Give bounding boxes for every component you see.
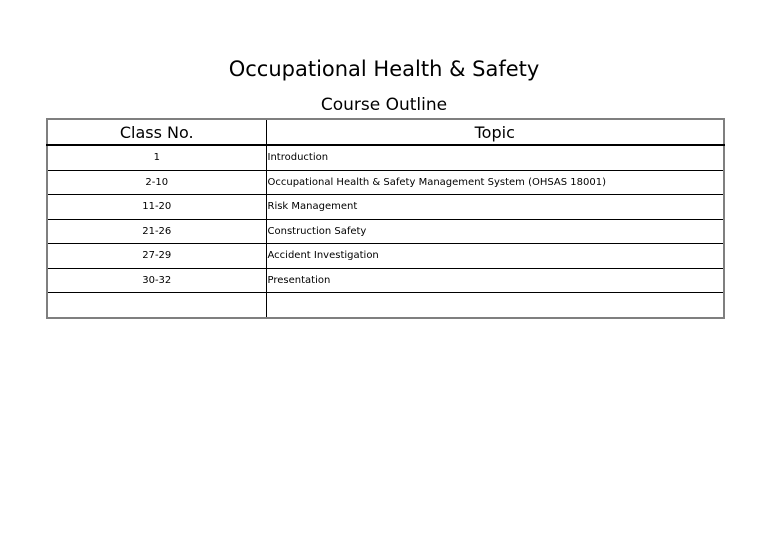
table-row-empty	[47, 293, 724, 318]
table-row	[47, 244, 724, 269]
class-no-cell: 27-29	[47, 244, 266, 269]
class-no-cell: 21-26	[47, 219, 266, 244]
topic-cell: Construction Safety	[266, 219, 724, 244]
topic-cell	[266, 293, 724, 318]
course-outline-table	[46, 118, 725, 319]
table-row	[47, 268, 724, 293]
class-no-cell: 11-20	[47, 195, 266, 220]
table-header-row	[47, 119, 724, 145]
topic-cell: Accident Investigation	[266, 244, 724, 269]
class-no-cell	[47, 293, 266, 318]
class-no-header: Class No.	[47, 119, 266, 145]
document-subtitle: Course Outline	[320, 95, 448, 115]
topic-cell: Risk Management	[266, 195, 724, 220]
class-no-cell: 1	[47, 145, 266, 170]
table-row	[47, 170, 724, 195]
table-row	[47, 195, 724, 220]
table-row	[47, 145, 724, 170]
document-title: Occupational Health & Safety	[228, 57, 540, 81]
topic-cell: Introduction	[266, 145, 724, 170]
class-no-cell: 30-32	[47, 268, 266, 293]
topic-cell: Occupational Health & Safety Management System (OHSAS 18001)	[266, 170, 724, 195]
topic-header: Topic	[266, 119, 724, 145]
topic-cell: Presentation	[266, 268, 724, 293]
table-row	[47, 219, 724, 244]
class-no-cell: 2-10	[47, 170, 266, 195]
